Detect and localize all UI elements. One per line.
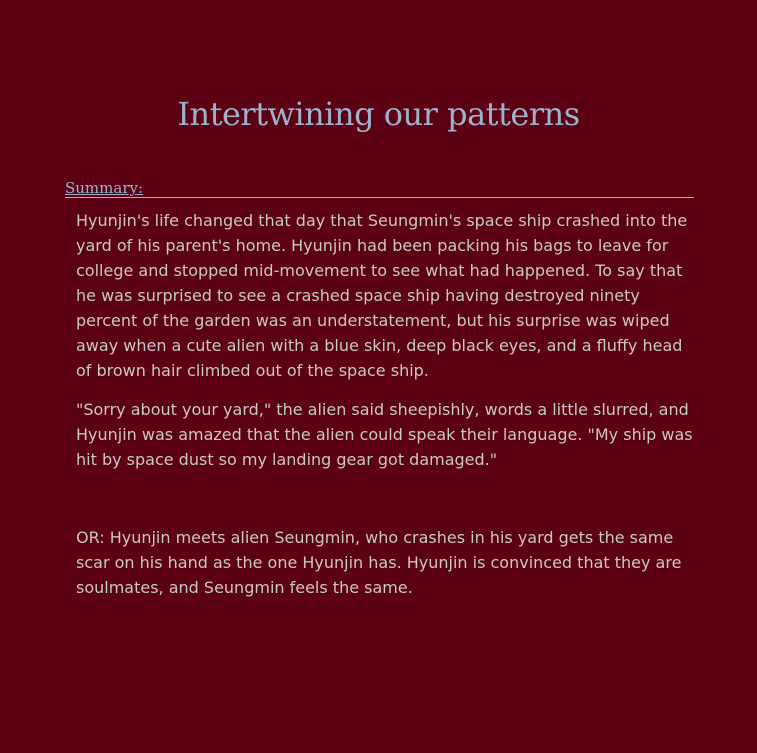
summary-paragraph: "Sorry about your yard," the alien said sheepishly, words a little slurred, and Hyunjin was amazed that the alien could speak their language. "My ship was hit by space dust so my landing gear got damaged." bbox=[76, 400, 693, 469]
summary-paragraph: OR: Hyunjin meets alien Seungmin, who crashes in his yard gets the same scar on his hand as the one Hyunjin has. Hyunjin is convinced that they are soulmates, and Seungmin feels the same. bbox=[76, 528, 682, 597]
summary-heading-label: Summary: bbox=[65, 179, 144, 197]
work-title: Intertwining our patterns bbox=[177, 95, 580, 133]
summary-body bbox=[76, 208, 701, 614]
summary-spacer bbox=[76, 486, 701, 525]
summary-heading bbox=[65, 180, 694, 198]
summary-paragraph: Hyunjin's life changed that day that Seungmin's space ship crashed into the yard of his parent's home. Hyunjin had been packing his bags to leave for college and stopped mid-movement to see what had happened. To say that he was surprised to see a crashed space ship having destroyed ninety percent of the garden was an understatement, but his surprise was wiped away when a cute alien with a blue skin, deep black eyes, and a fluffy head of brown hair climbed out of the space ship. bbox=[76, 211, 688, 380]
